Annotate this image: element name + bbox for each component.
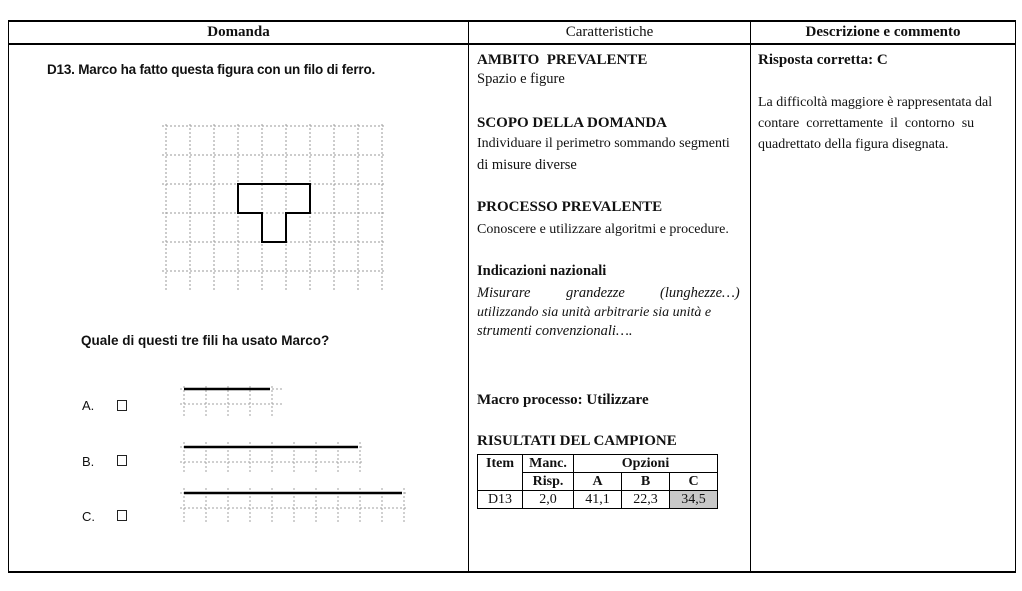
macro-processo: Macro processo: Utilizzare xyxy=(477,392,649,408)
option-b-checkbox[interactable] xyxy=(117,455,127,466)
option-c-label: C. xyxy=(82,509,95,524)
question-prompt: Quale di questi tre fili ha usato Marco? xyxy=(81,333,330,348)
option-c-wire xyxy=(180,486,410,526)
table-cell-a: 41,1 xyxy=(574,491,622,509)
figure-grid xyxy=(160,120,388,296)
table-right-border xyxy=(1015,20,1016,573)
scopo-line-1: Individuare il perimetro sommando segmenti xyxy=(477,136,730,151)
option-b-wire xyxy=(180,440,366,476)
scopo-line-2: di misure diverse xyxy=(477,157,577,173)
option-a-wire xyxy=(180,384,286,420)
comment-line-1: La difficoltà maggiore è rappresentata dal xyxy=(758,95,993,110)
option-c-checkbox[interactable] xyxy=(117,510,127,521)
table-header-risp: Risp. xyxy=(523,473,574,491)
indicazioni-word-3: (lunghezze…) xyxy=(660,285,740,301)
table-bottom-border xyxy=(8,571,1016,573)
table-header-item: Item xyxy=(478,455,523,491)
table-header-a: A xyxy=(574,473,622,491)
risposta-corretta: Risposta corretta: C xyxy=(758,52,888,68)
table-cell-manc: 2,0 xyxy=(523,491,574,509)
table-cell-b: 22,3 xyxy=(622,491,670,509)
comment-line-3: quadrettato della figura disegnata. xyxy=(758,137,949,152)
table-header-c: C xyxy=(670,473,718,491)
table-header-opzioni: Opzioni xyxy=(574,455,718,473)
indicazioni-word-2: grandezze xyxy=(566,285,625,301)
comment-line-2: contare correttamente il contorno su xyxy=(758,116,975,131)
ambito-title: AMBITO PREVALENTE xyxy=(477,52,648,68)
indicazioni-line-3: strumenti convenzionali…. xyxy=(477,323,633,339)
indicazioni-word-1: Misurare xyxy=(477,285,531,301)
option-a-checkbox[interactable] xyxy=(117,400,127,411)
option-b-label: B. xyxy=(82,454,95,469)
column-divider-1 xyxy=(468,20,469,573)
ambito-text: Spazio e figure xyxy=(477,71,565,87)
option-a-label: A. xyxy=(82,398,95,413)
indicazioni-title: Indicazioni nazionali xyxy=(477,263,607,279)
table-cell-item: D13 xyxy=(478,491,523,509)
header-descrizione: Descrizione e commento xyxy=(805,24,961,40)
question-title: D13. Marco ha fatto questa figura con un filo di ferro. xyxy=(47,62,376,77)
indicazioni-line-2: utilizzando sia unità arbitrarie sia unità e xyxy=(477,305,712,320)
header-domanda: Domanda xyxy=(207,24,270,40)
table-header-manc: Manc. xyxy=(523,455,574,473)
scopo-title: SCOPO DELLA DOMANDA xyxy=(477,115,668,131)
table-header-b: B xyxy=(622,473,670,491)
column-divider-2 xyxy=(750,20,751,573)
processo-title: PROCESSO PREVALENTE xyxy=(477,199,663,215)
processo-text: Conoscere e utilizzare algoritmi e procedure. xyxy=(477,222,729,237)
risultati-title: RISULTATI DEL CAMPIONE xyxy=(477,433,677,449)
header-bottom-border xyxy=(8,43,1016,45)
results-table xyxy=(477,454,718,509)
table-cell-c: 34,5 xyxy=(670,491,718,509)
table-left-border xyxy=(8,20,9,573)
header-caratteristiche: Caratteristiche xyxy=(565,24,654,40)
